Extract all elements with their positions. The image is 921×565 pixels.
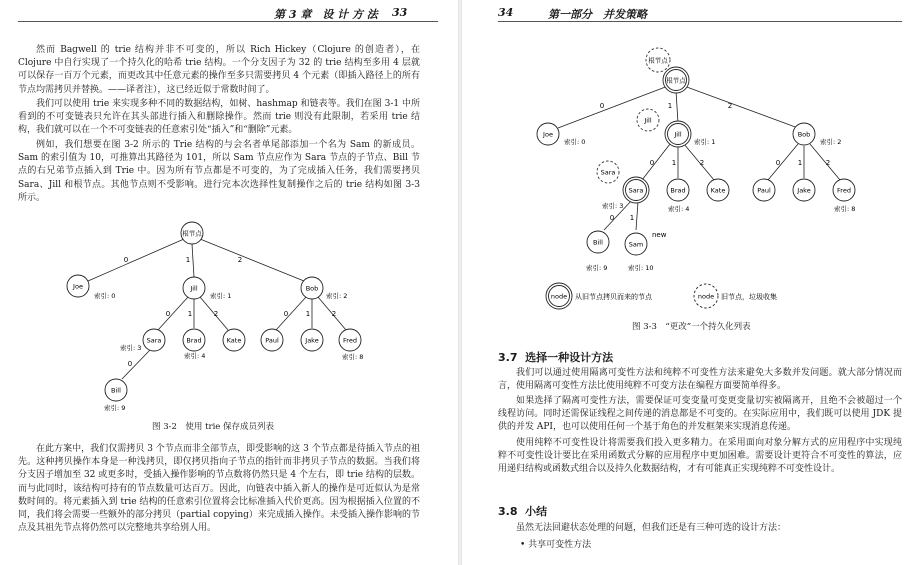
index-label: 索引: 4 — [668, 205, 690, 213]
node-label: Brad — [186, 336, 202, 345]
index-label: 索引: 0 — [564, 138, 586, 146]
left-paragraph-1: 然而 Bagwell 的 trie 结构并非不可变的，所以 Rich Hickey（Clojure 的创造者），在 Clojure 中自行实现了一个持久化的哈希 trie 结构。一个分支因子为 32 的 trie 结构至多用 4 层就可以保存一百万个元素，而更改其中任意元素的操作至多只需要拷贝 4 个元素（即插入路径上的所有节点均需拷贝并替换。——译者注），这已经近似于常数时间了。 — [18, 45, 420, 95]
figure-3-2-caption: 图 3-2 使用 trie 保存成员列表 — [152, 422, 275, 432]
right-paragraph-2: 如果选择了隔离可变性方法，需要保证可变变量可变更变量切实被隔离开，且绝不会被超过一个线程访问。同时还需保证线程之间传递的消息都是不可变的。在实际应用中，我们既可以使用 JDK 提供的并发 API，也可以使用任何一个基于角色的并发框架来实现消息传递。 — [498, 396, 902, 433]
node-label: Paul — [265, 336, 279, 345]
index-label: 索引: 9 — [104, 404, 126, 412]
left-paragraph-4: 在此方案中，我们仅需拷贝 3 个节点而非全部节点，即受影响的这 3 个节点都是待插入节点的祖先。这种拷贝操作本身是一种浅拷贝，即仅拷贝指向子节点的指针而非拷贝子节点的数据。当我们将分支因子增加至 32 或更多时，受插入操作影响的节点数将仍然只是 4 个左右，即 trie 结构的层数。而与此同时，该结构可持有的节点数量可达百万。因此，向链表中插入新人的操作是可近似认为是常数时间的。将元素插入到 trie 结构的任意索引位置将会比标准插入代价更高。因为根据插入位置的不同，我们将会需要一些额外的部分拷贝（partial copying）来完成插入操作。未受插入操作影响的节点及其祖先节点将仍然可以完整地共享给别人用。 — [18, 444, 420, 534]
trie-figure-3-3 — [462, 0, 921, 330]
node-label: Sam — [628, 240, 644, 249]
node-label: Brad — [670, 186, 686, 195]
left-page-number: 33 — [392, 6, 408, 19]
node-label: Sara — [146, 336, 162, 345]
bullet-item: • 共享可变性方法 — [520, 540, 592, 550]
node-label: Paul — [757, 186, 771, 195]
index-label: 索引: 1 — [210, 292, 232, 300]
edge-label: 2 — [727, 102, 733, 110]
edge-label: 1 — [185, 256, 191, 264]
right-paragraph-1: 我们可以通过使用隔离可变性方法和纯粹不可变性方法来避免大多数并发问题。就大部分情况而言，使用隔离可变性方法比使用纯粹不可变方法在编程方面要简单得多。 — [498, 368, 902, 392]
right-paragraph-4: 虽然无法回避状态处理的问题，但我们还是有三种可选的设计方法： — [516, 523, 787, 533]
index-label: 索引: 0 — [94, 292, 116, 300]
root-node-label: 根节点 — [666, 76, 686, 85]
index-label: 索引: 8 — [342, 353, 364, 361]
left-paragraph-3: 例如，我们想要在图 3-2 所示的 Trie 结构的与会名者单尾部添加一个名为 Sam 的新成员。Sam 的索引值为 10，可推算出其路径为 101，所以 Sam 节点应作为 Sara 节点的子节点、Bill 节点的右兄弟节点插入到 Trie 中。因为所有节点都是不可变的，为了完成插入任务，我们需要拷贝 Sara、Jill 和根节点。其他节点则不受影响。进行完本次选择性复制操作之后的 trie 结构如图 3-3 所示。 — [18, 140, 420, 203]
legend-copied-text: 从旧节点拷贝而来的节点 — [575, 293, 652, 301]
edge-label: 0 — [649, 159, 655, 167]
old-node-label: Sara — [600, 168, 616, 177]
edge-label: 1 — [187, 310, 193, 318]
root-node-label: 根节点 — [182, 229, 202, 238]
trie-figure-3-2 — [0, 0, 458, 420]
edge-label: 2 — [213, 310, 219, 318]
edge-label: 0 — [283, 310, 289, 318]
edge-label: 2 — [237, 256, 243, 264]
index-label: 索引: 10 — [628, 264, 654, 272]
old-node-label: 根节点 — [648, 56, 668, 65]
edge-label: 0 — [165, 310, 171, 318]
edge-label: 0 — [599, 102, 605, 110]
right-page — [462, 0, 921, 565]
right-part-header: 第一部分 并发策略 — [548, 8, 647, 21]
edge-label: 1 — [667, 102, 673, 110]
old-node-label: Jill — [644, 116, 652, 125]
section-number: 3.8 — [498, 505, 518, 518]
node-label: Jill — [190, 284, 198, 293]
index-label: 索引: 1 — [694, 138, 716, 146]
node-label: Fred — [837, 186, 851, 195]
right-page-number: 34 — [498, 6, 514, 19]
edge-label: 1 — [305, 310, 311, 318]
node-label: Fred — [343, 336, 357, 345]
section-title: 选择一种设计方法 — [525, 351, 614, 364]
left-paragraph-2: 我们可以使用 trie 来实现多种不同的数据结构，如树、hashmap 和链表等。我们在图 3-1 中所看到的不可变链表只允许在其头部进行插入和删除操作。然而 trie 则没有此限制，若采用 trie 结构，我们就可以在一个不可变链表的任意索引处“插入”和“删除”元素。 — [18, 99, 420, 136]
legend-node-label: node — [697, 292, 715, 301]
section-3-8-heading — [498, 503, 547, 519]
index-label: 索引: 2 — [326, 292, 348, 300]
section-number: 3.7 — [498, 351, 518, 364]
edge-label: 0 — [123, 256, 129, 264]
node-label: Bob — [797, 130, 811, 139]
legend-node-label: node — [550, 292, 568, 301]
edge-label: 2 — [699, 159, 705, 167]
node-label: Bill — [593, 238, 603, 247]
edge-label: 2 — [825, 159, 831, 167]
index-label: 索引: 2 — [820, 138, 842, 146]
node-label: Joe — [73, 282, 83, 291]
node-label: Bill — [111, 386, 121, 395]
index-label: 索引: 8 — [834, 205, 856, 213]
index-label: 索引: 4 — [184, 352, 206, 360]
index-label: 索引: 9 — [586, 264, 608, 272]
edge-label: 1 — [797, 159, 803, 167]
right-paragraph-3: 使用纯粹不可变性设计将需要我们投入更多精力。在采用面向对象分解方式的应用程序中实现纯粹不可变性设计要比在采用函数式分解的应用程序中更加困难。需要设计更符合不可变性的算法，应用递归结构或函数式组合以及持久化数据结构，才有可能真正实现纯粹不可变性设计。 — [498, 438, 902, 475]
legend-old-text: 旧节点，垃圾收集 — [721, 293, 777, 301]
index-label: 索引: 3 — [602, 202, 624, 210]
left-chapter-header: 第 3 章 设 计 方 法 — [274, 8, 378, 21]
node-label: Joe — [543, 130, 553, 139]
section-3-7-heading — [498, 349, 613, 365]
index-label: 索引: 3 — [120, 344, 142, 352]
node-label: Jake — [305, 336, 319, 345]
edge-label: 0 — [609, 214, 615, 222]
left-page — [0, 0, 458, 565]
edge-label: 1 — [671, 159, 677, 167]
node-label: Bob — [305, 284, 319, 293]
node-label: Sara — [628, 186, 644, 195]
new-node-annotation: new — [652, 231, 667, 239]
edge-label: 0 — [775, 159, 781, 167]
node-label: Jill — [674, 130, 682, 139]
edge-label: 1 — [629, 214, 635, 222]
edge-label: 2 — [331, 310, 337, 318]
edge-label: 0 — [127, 360, 133, 368]
node-label: Kate — [226, 336, 242, 345]
node-label: Jake — [797, 186, 811, 195]
section-title: 小结 — [525, 505, 548, 518]
figure-3-3-caption: 图 3-3 “更改”一个持久化列表 — [632, 322, 751, 332]
node-label: Kate — [710, 186, 726, 195]
